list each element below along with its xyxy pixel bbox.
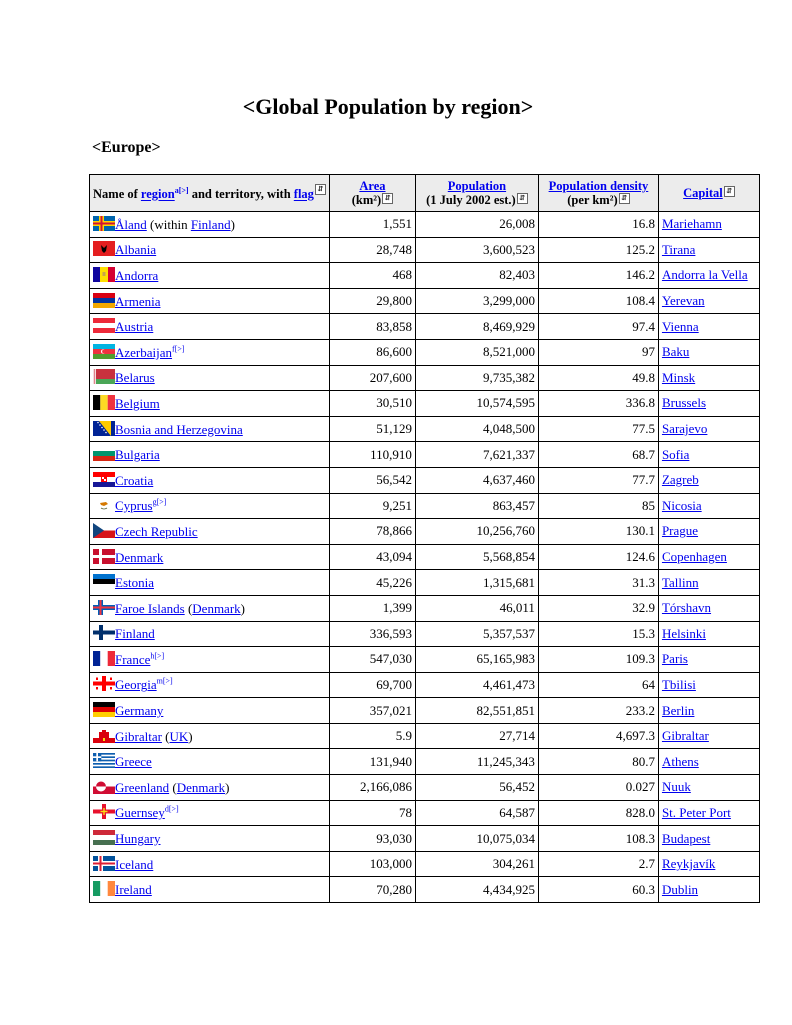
density-header-link[interactable]: Population density bbox=[548, 179, 649, 193]
cell-region-name: Gibraltar (UK) bbox=[90, 723, 330, 749]
cell-population: 26,008 bbox=[415, 212, 538, 238]
flag-greece-icon[interactable] bbox=[93, 753, 115, 768]
flag-denmark-icon[interactable] bbox=[93, 549, 115, 564]
table-row bbox=[90, 647, 760, 673]
capital-link[interactable]: Helsinki bbox=[661, 625, 706, 641]
flag-estonia-icon[interactable] bbox=[93, 574, 115, 589]
cell-area: 357,021 bbox=[329, 698, 415, 724]
cell-population: 3,299,000 bbox=[415, 288, 538, 314]
cell-density: 233.2 bbox=[538, 698, 658, 724]
cell-region-name bbox=[90, 749, 330, 775]
cell-area: 9,251 bbox=[329, 493, 415, 519]
table-row bbox=[90, 416, 760, 442]
table-row bbox=[90, 391, 760, 417]
cell-population: 4,637,460 bbox=[415, 467, 538, 493]
cell-region-name bbox=[90, 647, 330, 673]
flag-iceland-icon[interactable] bbox=[93, 856, 115, 871]
cell-density: 80.7 bbox=[538, 749, 658, 775]
table-row bbox=[90, 237, 760, 263]
region-link[interactable]: Greece bbox=[115, 754, 152, 770]
capital-link[interactable]: Berlin bbox=[661, 702, 695, 718]
cell-region-name bbox=[90, 339, 330, 365]
region-link[interactable]: Albania bbox=[115, 242, 157, 258]
cell-capital bbox=[658, 647, 759, 673]
cell-capital bbox=[658, 263, 759, 289]
cell-capital bbox=[658, 826, 759, 852]
cell-area: 51,129 bbox=[329, 416, 415, 442]
cell-density: 336.8 bbox=[538, 391, 658, 417]
cell-population: 8,469,929 bbox=[415, 314, 538, 340]
flag-greenland-icon[interactable] bbox=[93, 779, 115, 794]
region-link[interactable]: Hungary bbox=[115, 831, 161, 847]
parent-region-link[interactable]: Finland bbox=[190, 216, 231, 232]
sort-icon[interactable]: ⇵ bbox=[619, 193, 630, 204]
cell-density: 60.3 bbox=[538, 877, 658, 903]
flag-croatia-icon[interactable] bbox=[93, 472, 115, 487]
cell-capital bbox=[658, 288, 759, 314]
cell-capital bbox=[658, 621, 759, 647]
capital-link[interactable]: Baku bbox=[661, 344, 690, 360]
table-row bbox=[90, 519, 760, 545]
cell-population: 10,075,034 bbox=[415, 826, 538, 852]
table-row bbox=[90, 723, 760, 749]
table-row bbox=[90, 212, 760, 238]
cell-density: 15.3 bbox=[538, 621, 658, 647]
cell-capital bbox=[658, 544, 759, 570]
footnote-link[interactable]: f[>] bbox=[172, 344, 185, 354]
cell-density: 146.2 bbox=[538, 263, 658, 289]
flag-georgia-icon[interactable] bbox=[93, 676, 115, 691]
cell-area: 28,748 bbox=[329, 237, 415, 263]
region-link[interactable]: Greenland bbox=[115, 779, 170, 795]
cell-area: 69,700 bbox=[329, 672, 415, 698]
cell-area: 5.9 bbox=[329, 723, 415, 749]
cell-area: 86,600 bbox=[329, 339, 415, 365]
capital-link[interactable]: Zagreb bbox=[661, 472, 699, 488]
cell-density: 77.5 bbox=[538, 416, 658, 442]
flag-belgium-icon[interactable] bbox=[93, 395, 115, 410]
capital-link[interactable]: Tallinn bbox=[661, 574, 699, 590]
cell-area: 93,030 bbox=[329, 826, 415, 852]
region-link[interactable]: Germany bbox=[115, 703, 164, 719]
flag-faroe-icon[interactable] bbox=[93, 600, 115, 615]
capital-link[interactable]: Reykjavík bbox=[661, 856, 716, 872]
parent-region-link[interactable]: UK bbox=[169, 728, 189, 744]
cell-population: 9,735,382 bbox=[415, 365, 538, 391]
cell-region-name: Greenland (Denmark) bbox=[90, 775, 330, 801]
cell-capital bbox=[658, 365, 759, 391]
region-link[interactable]: Ireland bbox=[115, 882, 152, 898]
cell-density: 31.3 bbox=[538, 570, 658, 596]
cell-area: 29,800 bbox=[329, 288, 415, 314]
region-link[interactable]: Denmark bbox=[115, 549, 164, 565]
cell-capital bbox=[658, 851, 759, 877]
cell-region-name bbox=[90, 570, 330, 596]
sort-icon[interactable]: ⇵ bbox=[382, 193, 393, 204]
region-link[interactable]: France bbox=[115, 651, 151, 667]
region-link[interactable]: Azerbaijan bbox=[115, 344, 173, 360]
flag-france-icon[interactable] bbox=[93, 651, 115, 666]
footnote-link[interactable]: d[>] bbox=[164, 805, 179, 815]
table-row bbox=[90, 314, 760, 340]
flag-gibraltar-icon[interactable] bbox=[93, 728, 115, 743]
flag-finland-icon[interactable] bbox=[93, 625, 115, 640]
flag-header-link[interactable]: flag bbox=[293, 187, 314, 202]
cell-population: 46,011 bbox=[415, 595, 538, 621]
capital-link[interactable]: Nicosia bbox=[661, 497, 702, 513]
region-link[interactable]: Georgia bbox=[115, 677, 157, 693]
capital-link[interactable]: Paris bbox=[661, 651, 688, 667]
table-row bbox=[90, 467, 760, 493]
header-density: Population density (per km²) ⇵ bbox=[538, 175, 658, 212]
table-header-row bbox=[90, 175, 760, 212]
cell-region-name bbox=[90, 288, 330, 314]
capital-link[interactable]: Yerevan bbox=[661, 293, 705, 309]
cell-region-name bbox=[90, 800, 330, 826]
cell-region-name bbox=[90, 442, 330, 468]
cell-capital bbox=[658, 519, 759, 545]
region-link[interactable]: Belarus bbox=[115, 370, 155, 386]
cell-area: 103,000 bbox=[329, 851, 415, 877]
region-link[interactable]: Finland bbox=[115, 626, 155, 642]
region-header-link[interactable]: region bbox=[140, 187, 175, 202]
table-row bbox=[90, 800, 760, 826]
cell-region-name: Åland (within Finland) bbox=[90, 212, 330, 238]
cell-population: 863,457 bbox=[415, 493, 538, 519]
cell-density: 828.0 bbox=[538, 800, 658, 826]
table-row bbox=[90, 621, 760, 647]
population-header-link[interactable]: Population bbox=[447, 179, 507, 193]
cell-area: 468 bbox=[329, 263, 415, 289]
header-capital bbox=[658, 175, 759, 212]
table-row bbox=[90, 826, 760, 852]
section-heading: <Europe> bbox=[92, 139, 161, 156]
cell-density: 108.4 bbox=[538, 288, 658, 314]
cell-area: 83,858 bbox=[329, 314, 415, 340]
capital-link[interactable]: Brussels bbox=[661, 395, 706, 411]
flag-andorra-icon[interactable] bbox=[93, 267, 115, 282]
capital-link[interactable]: Budapest bbox=[661, 830, 711, 846]
region-link[interactable]: Faroe Islands bbox=[115, 600, 185, 616]
table-row bbox=[90, 263, 760, 289]
cell-area: 207,600 bbox=[329, 365, 415, 391]
cell-population: 4,434,925 bbox=[415, 877, 538, 903]
cell-population: 4,048,500 bbox=[415, 416, 538, 442]
cell-population: 82,403 bbox=[415, 263, 538, 289]
footnote-link[interactable]: g[>] bbox=[152, 498, 167, 507]
cell-density: 68.7 bbox=[538, 442, 658, 468]
parent-region-link[interactable]: Denmark bbox=[192, 600, 241, 616]
cell-capital bbox=[658, 570, 759, 596]
cell-region-name bbox=[90, 698, 330, 724]
cell-area: 547,030 bbox=[329, 647, 415, 673]
cell-density: 124.6 bbox=[538, 544, 658, 570]
capital-link[interactable]: Tórshavn bbox=[661, 600, 712, 616]
cell-capital bbox=[658, 416, 759, 442]
cell-density: 64 bbox=[538, 672, 658, 698]
region-link[interactable]: Belgium bbox=[115, 395, 160, 411]
cell-area: 45,226 bbox=[329, 570, 415, 596]
cell-region-name bbox=[90, 416, 330, 442]
region-link[interactable]: Estonia bbox=[115, 575, 154, 591]
cell-population: 56,452 bbox=[415, 775, 538, 801]
cell-density: 130.1 bbox=[538, 519, 658, 545]
flag-azerbaijan-icon[interactable] bbox=[93, 344, 115, 359]
region-link[interactable]: Bosnia and Herzegovina bbox=[115, 421, 243, 437]
capital-link[interactable]: St. Peter Port bbox=[661, 804, 731, 820]
cell-region-name bbox=[90, 391, 330, 417]
cell-density: 0.027 bbox=[538, 775, 658, 801]
cell-population: 304,261 bbox=[415, 851, 538, 877]
region-link[interactable]: Cyprus bbox=[115, 498, 153, 514]
flag-czech-icon[interactable] bbox=[93, 523, 115, 538]
cell-population: 10,256,760 bbox=[415, 519, 538, 545]
region-link[interactable]: Åland bbox=[115, 216, 147, 232]
region-link[interactable]: Andorra bbox=[115, 267, 159, 283]
capital-link[interactable]: Nuuk bbox=[661, 779, 691, 795]
cell-population: 7,621,337 bbox=[415, 442, 538, 468]
cell-region-name bbox=[90, 544, 330, 570]
sort-icon[interactable]: ⇵ bbox=[517, 193, 528, 204]
capital-link[interactable]: Sofia bbox=[661, 446, 690, 462]
cell-capital bbox=[658, 800, 759, 826]
region-link[interactable]: Austria bbox=[115, 319, 154, 335]
capital-link[interactable]: Tbilisi bbox=[661, 676, 696, 692]
table-row bbox=[90, 877, 760, 903]
cell-density: 85 bbox=[538, 493, 658, 519]
table-row bbox=[90, 544, 760, 570]
cell-region-name bbox=[90, 672, 330, 698]
cell-capital bbox=[658, 723, 759, 749]
flag-austria-icon[interactable] bbox=[93, 318, 115, 333]
flag-armenia-icon[interactable] bbox=[93, 293, 115, 308]
cell-area: 1,399 bbox=[329, 595, 415, 621]
cell-area: 1,551 bbox=[329, 212, 415, 238]
footnote-link[interactable]: m[>] bbox=[156, 677, 173, 687]
cell-region-name bbox=[90, 314, 330, 340]
region-link[interactable]: Armenia bbox=[115, 293, 161, 309]
cell-capital bbox=[658, 212, 759, 238]
region-link[interactable]: Iceland bbox=[115, 856, 154, 872]
cell-region-name bbox=[90, 263, 330, 289]
region-link[interactable]: Gibraltar bbox=[115, 728, 162, 744]
cell-density: 16.8 bbox=[538, 212, 658, 238]
cell-capital bbox=[658, 339, 759, 365]
capital-link[interactable]: Mariehamn bbox=[661, 216, 722, 232]
table-row bbox=[90, 851, 760, 877]
table-row bbox=[90, 672, 760, 698]
table-row bbox=[90, 339, 760, 365]
cell-population: 64,587 bbox=[415, 800, 538, 826]
flag-germany-icon[interactable] bbox=[93, 702, 115, 717]
flag-guernsey-icon[interactable] bbox=[93, 804, 115, 819]
region-link[interactable]: Croatia bbox=[115, 472, 154, 488]
cell-population: 5,357,537 bbox=[415, 621, 538, 647]
table-row bbox=[90, 775, 760, 801]
cell-area: 78,866 bbox=[329, 519, 415, 545]
cell-capital bbox=[658, 493, 759, 519]
capital-link[interactable]: Andorra la Vella bbox=[661, 267, 748, 283]
capital-link[interactable]: Dublin bbox=[661, 881, 699, 897]
cell-region-name bbox=[90, 621, 330, 647]
capital-link[interactable]: Copenhagen bbox=[661, 549, 727, 565]
capital-link[interactable]: Sarajevo bbox=[661, 421, 708, 437]
capital-link[interactable]: Tirana bbox=[661, 241, 696, 257]
cell-area: 56,542 bbox=[329, 467, 415, 493]
cell-region-name: Faroe Islands (Denmark) bbox=[90, 595, 330, 621]
table-row bbox=[90, 749, 760, 775]
capital-link[interactable]: Minsk bbox=[661, 369, 696, 385]
header-population: Population (1 July 2002 est.) ⇵ bbox=[415, 175, 538, 212]
cell-population: 4,461,473 bbox=[415, 672, 538, 698]
cell-area: 30,510 bbox=[329, 391, 415, 417]
cell-region-name bbox=[90, 826, 330, 852]
cell-region-name bbox=[90, 467, 330, 493]
cell-population: 27,714 bbox=[415, 723, 538, 749]
cell-area: 131,940 bbox=[329, 749, 415, 775]
flag-bosnia-icon[interactable] bbox=[93, 421, 115, 436]
cell-population: 11,245,343 bbox=[415, 749, 538, 775]
cell-capital bbox=[658, 672, 759, 698]
region-link[interactable]: Guernsey bbox=[115, 805, 165, 821]
cell-density: 108.3 bbox=[538, 826, 658, 852]
cell-density: 97 bbox=[538, 339, 658, 365]
cell-region-name bbox=[90, 851, 330, 877]
page-title: <Global Population by region> bbox=[242, 94, 534, 119]
cell-density: 97.4 bbox=[538, 314, 658, 340]
footnote-a[interactable]: a[>] bbox=[174, 186, 189, 196]
cell-capital bbox=[658, 698, 759, 724]
cell-density: 32.9 bbox=[538, 595, 658, 621]
cell-population: 8,521,000 bbox=[415, 339, 538, 365]
cell-capital bbox=[658, 467, 759, 493]
cell-density: 2.7 bbox=[538, 851, 658, 877]
cell-density: 109.3 bbox=[538, 647, 658, 673]
cell-capital bbox=[658, 775, 759, 801]
capital-link[interactable]: Gibraltar bbox=[661, 728, 709, 744]
capital-link[interactable]: Vienna bbox=[661, 318, 699, 334]
cell-density: 125.2 bbox=[538, 237, 658, 263]
table-row bbox=[90, 442, 760, 468]
capital-header-link[interactable]: Capital bbox=[683, 186, 723, 200]
cell-area: 43,094 bbox=[329, 544, 415, 570]
flag-aland-icon[interactable] bbox=[93, 216, 115, 231]
cell-area: 2,166,086 bbox=[329, 775, 415, 801]
table-row bbox=[90, 493, 760, 519]
cell-region-name bbox=[90, 519, 330, 545]
cell-capital bbox=[658, 314, 759, 340]
parent-region-link[interactable]: Denmark bbox=[176, 779, 226, 795]
cell-population: 65,165,983 bbox=[415, 647, 538, 673]
capital-link[interactable]: Athens bbox=[661, 753, 699, 769]
sort-icon[interactable]: ⇵ bbox=[724, 186, 735, 197]
cell-region-name bbox=[90, 365, 330, 391]
flag-cyprus-icon[interactable] bbox=[93, 497, 115, 512]
cell-area: 70,280 bbox=[329, 877, 415, 903]
flag-albania-icon[interactable] bbox=[93, 241, 115, 256]
table-row bbox=[90, 365, 760, 391]
population-table bbox=[89, 174, 760, 903]
footnote-link[interactable]: h[>] bbox=[150, 651, 165, 661]
cell-density: 77.7 bbox=[538, 467, 658, 493]
cell-density: 4,697.3 bbox=[538, 723, 658, 749]
cell-region-name bbox=[90, 493, 330, 519]
cell-capital bbox=[658, 391, 759, 417]
cell-density: 49.8 bbox=[538, 365, 658, 391]
table-row bbox=[90, 288, 760, 314]
flag-hungary-icon[interactable] bbox=[93, 830, 115, 845]
cell-population: 1,315,681 bbox=[415, 570, 538, 596]
cell-region-name bbox=[90, 877, 330, 903]
cell-capital bbox=[658, 595, 759, 621]
cell-capital bbox=[658, 877, 759, 903]
cell-area: 110,910 bbox=[329, 442, 415, 468]
capital-link[interactable]: Prague bbox=[661, 523, 699, 539]
flag-bulgaria-icon[interactable] bbox=[93, 446, 115, 461]
area-header-link[interactable]: Area bbox=[359, 179, 386, 193]
cell-area: 78 bbox=[329, 800, 415, 826]
cell-capital bbox=[658, 442, 759, 468]
flag-ireland-icon[interactable] bbox=[93, 881, 115, 896]
header-area: Area (km²) ⇵ bbox=[329, 175, 415, 212]
cell-population: 10,574,595 bbox=[415, 391, 538, 417]
cell-capital bbox=[658, 749, 759, 775]
flag-belarus-icon[interactable] bbox=[93, 369, 115, 384]
cell-population: 3,600,523 bbox=[415, 237, 538, 263]
region-link[interactable]: Czech Republic bbox=[115, 523, 198, 539]
header-name: Name of region$^{a[>]}$ and territory, with flag ⇵ bbox=[90, 175, 330, 212]
cell-region-name bbox=[90, 237, 330, 263]
table-row bbox=[90, 595, 760, 621]
cell-capital bbox=[658, 237, 759, 263]
table-row bbox=[90, 570, 760, 596]
cell-population: 5,568,854 bbox=[415, 544, 538, 570]
cell-population: 82,551,851 bbox=[415, 698, 538, 724]
table-row bbox=[90, 698, 760, 724]
sort-icon[interactable]: ⇵ bbox=[315, 184, 326, 195]
region-link[interactable]: Bulgaria bbox=[115, 447, 160, 463]
cell-area: 336,593 bbox=[329, 621, 415, 647]
